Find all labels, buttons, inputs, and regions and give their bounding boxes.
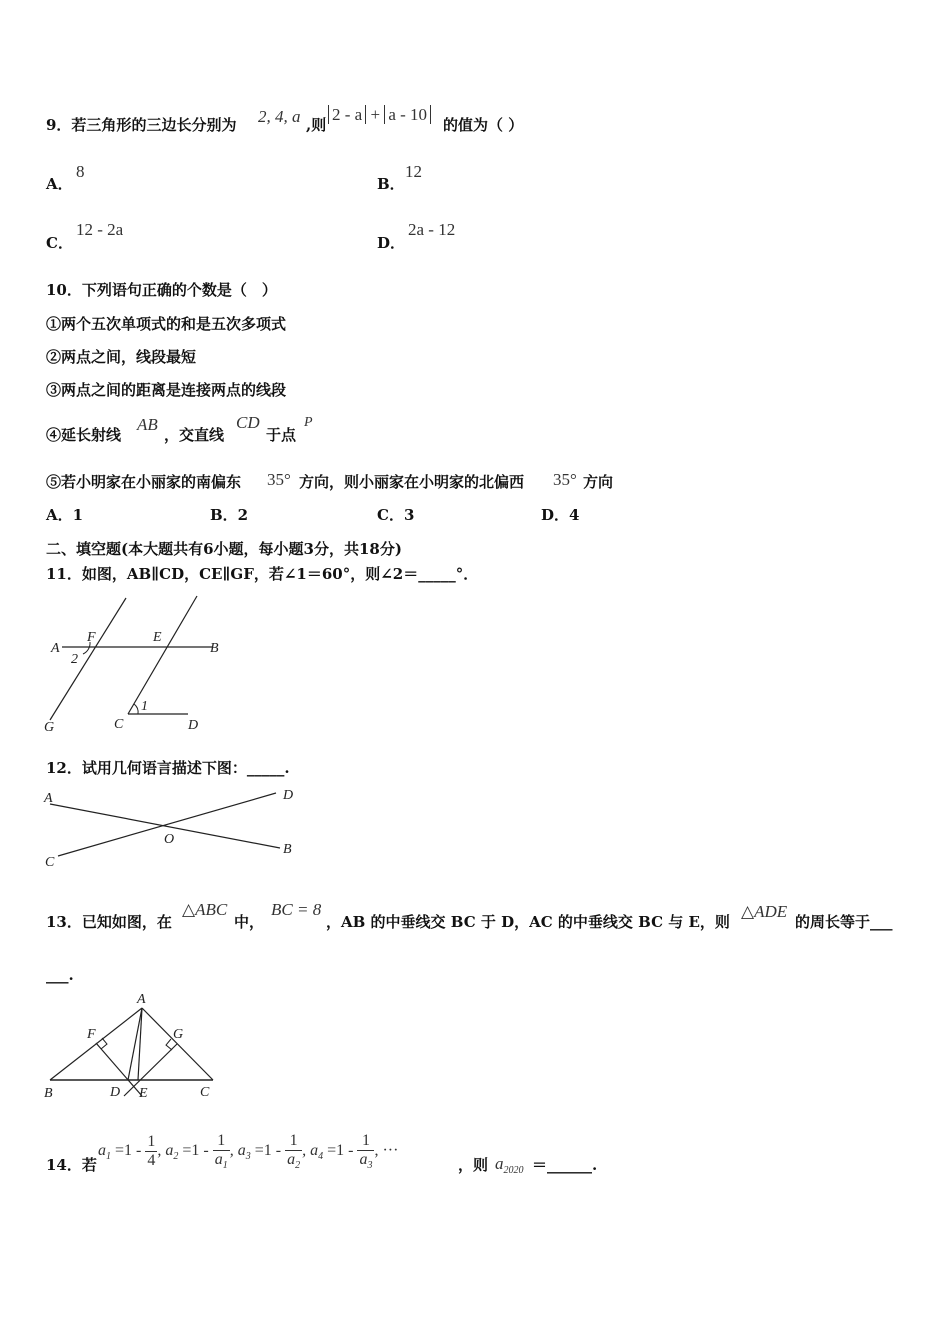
- q13-tri-ade: [741, 903, 787, 920]
- q12-label-a: A: [44, 791, 53, 806]
- q10-item-4-cd-text: CD: [236, 413, 260, 432]
- q13-label-a: A: [137, 992, 146, 1007]
- q14-a4: , a: [302, 1141, 319, 1159]
- q14-fraction-1-den: 4: [147, 1151, 156, 1169]
- q14-fraction-4-num: 1: [357, 1132, 374, 1151]
- q14-fraction-4-den: [357, 1151, 374, 1171]
- q14-a1: a: [98, 1141, 106, 1159]
- q9-plus: +: [370, 105, 381, 124]
- q14-fraction-2-den-sub: 1: [222, 1159, 228, 1171]
- q14-fraction-3-den-sub: 2: [295, 1159, 301, 1171]
- q10-item-1: ①两个五次单项式的和是五次多项式: [46, 315, 287, 333]
- q13-stem-c: ，AB 的中垂线交 BC 于 D，AC 的中垂线交 BC 与 E，则: [326, 913, 730, 931]
- q13-figure: [40, 990, 230, 1105]
- q10-item-5-deg2: 35°: [553, 470, 577, 489]
- q10-item-4-p-text: P: [304, 415, 313, 430]
- q10-item-5b: 方向，则小丽家在小明家的北偏西: [299, 473, 525, 491]
- q9-abs1: 2 - a: [328, 105, 366, 124]
- q10-item-4-p: [304, 416, 313, 430]
- q11-label-c: C: [114, 717, 124, 732]
- q10-option-c: C．3: [377, 506, 415, 524]
- q14-eq4: =1 -: [327, 1141, 354, 1159]
- q13-label-b: B: [44, 1086, 53, 1101]
- q14-fraction-3-den-a: a: [287, 1150, 296, 1168]
- q14-eq3: =1 -: [254, 1141, 282, 1159]
- q14-eq2: =1 -: [182, 1141, 209, 1159]
- q12-figure: [40, 785, 310, 875]
- q10-item-4-ab: [137, 416, 158, 433]
- q14-fraction-2-num: 1: [213, 1132, 230, 1151]
- q14-target: [495, 1155, 524, 1176]
- q10-item-4b: ，交直线: [164, 426, 225, 444]
- q10-option-a: A．1: [46, 506, 84, 524]
- section-2-title: 二、填空题(本大题共有6小题，每小题3分，共18分): [46, 540, 402, 558]
- q14-target-a: a: [495, 1154, 504, 1173]
- q10-stem: 10．下列语句正确的个数是（ ）: [46, 281, 277, 299]
- q14-fraction-2: [213, 1132, 230, 1171]
- q13-perp-bisector-ac: [124, 1044, 177, 1096]
- q14-fraction-4-den-a: a: [359, 1150, 368, 1168]
- q14-fraction-3-den: [285, 1151, 302, 1171]
- q13-side-ac: [142, 1008, 213, 1080]
- q13-bc-value: [271, 901, 321, 918]
- q11-label-a: A: [51, 641, 60, 656]
- q11-line-ce: [128, 596, 197, 714]
- q12-label-c: C: [45, 855, 55, 870]
- q11-label-2: 2: [71, 652, 78, 667]
- q11-label-f: F: [87, 630, 96, 645]
- q9-option-c-label: C．: [46, 234, 73, 252]
- q10-item-4-cd: [236, 414, 260, 431]
- q10-item-5c: 方向: [583, 473, 614, 491]
- q9-option-a-value: 8: [76, 162, 85, 181]
- q11-label-e: E: [153, 630, 162, 645]
- q14-lead: 14．若: [46, 1156, 97, 1174]
- q9-option-c-value: 12 - 2a: [76, 220, 124, 239]
- q12-label-o: O: [164, 832, 175, 847]
- q11-figure: [40, 592, 230, 737]
- q9-option-b-label: B．: [377, 175, 405, 193]
- q10-item-4a: ④延长射线: [46, 426, 122, 444]
- q13-label-e: E: [139, 1086, 148, 1101]
- q14-fraction-4: [357, 1132, 374, 1171]
- q11-label-b: B: [210, 641, 219, 656]
- q9-option-b-value: 12: [405, 162, 422, 181]
- q10-option-b: B．2: [210, 506, 249, 524]
- q14-target-sub: 2020: [503, 1165, 524, 1176]
- q11-line-gf: [50, 598, 126, 720]
- q10-item-5a: ⑤若小明家在小丽家的南偏东: [46, 473, 242, 491]
- q9-abs-expression: [328, 106, 431, 123]
- q14-a4-sub: 4: [318, 1150, 324, 1162]
- q14-sequence: [98, 1132, 398, 1171]
- q13-label-c: C: [200, 1085, 210, 1100]
- q13-label-f: F: [87, 1027, 96, 1042]
- q9-stem: [46, 118, 236, 133]
- q13-stem-b: 中，: [234, 913, 265, 931]
- q12-label-d: D: [283, 788, 294, 803]
- q14-fraction-2-den-a: a: [214, 1150, 223, 1168]
- q13-side-ab: [50, 1008, 142, 1080]
- q14-fraction-1-num: 1: [147, 1133, 156, 1151]
- q14-fraction-2-den: [213, 1151, 230, 1171]
- q10-option-d: D．4: [541, 506, 580, 524]
- q9-option-d-value: 2a - 12: [408, 220, 456, 239]
- q13-stem-continued: ___.: [46, 966, 74, 984]
- q14-then: ，则: [458, 1156, 489, 1174]
- q11-label-d: D: [188, 718, 199, 733]
- q11-angle-1-arc: [134, 704, 138, 714]
- q11-stem: 11．如图，AB∥CD，CE∥GF，若∠1＝60°，则∠2＝_____°．: [46, 565, 479, 583]
- q14-dots: , ···: [374, 1141, 399, 1159]
- q11-label-g: G: [44, 720, 55, 735]
- q13-tri-ade-text: △ADE: [741, 902, 788, 921]
- q14-tail: ＝______.: [532, 1156, 598, 1174]
- q13-right-angle-g: [166, 1039, 172, 1050]
- q13-label-g: G: [173, 1027, 184, 1042]
- q13-label-d: D: [110, 1085, 121, 1100]
- q14-a1-sub: 1: [106, 1150, 111, 1162]
- q13-stem-a: 13．已知如图，在: [46, 913, 172, 931]
- q10-item-5-deg1: 35°: [267, 470, 291, 489]
- q14-a3: , a: [229, 1141, 246, 1159]
- q10-item-3: ③两点之间的距离是连接两点的线段: [46, 381, 287, 399]
- q14-fraction-4-den-sub: 3: [367, 1159, 373, 1171]
- q9-sides: [258, 108, 301, 125]
- q13-tri-abc: [182, 901, 227, 918]
- q14-eq1: =1 -: [115, 1141, 142, 1159]
- q14-a3-sub: 3: [245, 1150, 251, 1162]
- q11-label-1: 1: [141, 699, 148, 714]
- q9-stem-mid: ,则: [306, 116, 327, 134]
- q13-tri-abc-text: △ABC: [182, 900, 228, 919]
- q9-abs2: a - 10: [384, 105, 431, 124]
- q14-fraction-3: [285, 1132, 302, 1171]
- q13-stem-d: 的周长等于___: [795, 913, 893, 931]
- q9-option-a-label: A．: [46, 175, 73, 193]
- q9-stem-before: 9．若三角形的三边长分别为: [46, 116, 237, 134]
- q10-item-4-ab-text: AB: [137, 415, 158, 434]
- q14-a2: , a: [157, 1141, 174, 1159]
- q9-sides-text: 2, 4, a: [258, 107, 301, 126]
- q14-fraction-3-num: 1: [285, 1132, 302, 1151]
- q10-item-4c: 于点: [266, 426, 297, 444]
- q12-stem: 12．试用几何语言描述下图：_____.: [46, 759, 290, 777]
- q14-a2-sub: 2: [173, 1150, 179, 1162]
- q9-option-d-label: D．: [377, 234, 406, 252]
- q13-bc-value-text: BC = 8: [271, 900, 322, 919]
- q9-stem-after: 的值为（ ）: [443, 116, 524, 134]
- q12-label-b: B: [283, 842, 292, 857]
- q10-item-2: ②两点之间，线段最短: [46, 348, 197, 366]
- q14-fraction-1: [145, 1133, 157, 1169]
